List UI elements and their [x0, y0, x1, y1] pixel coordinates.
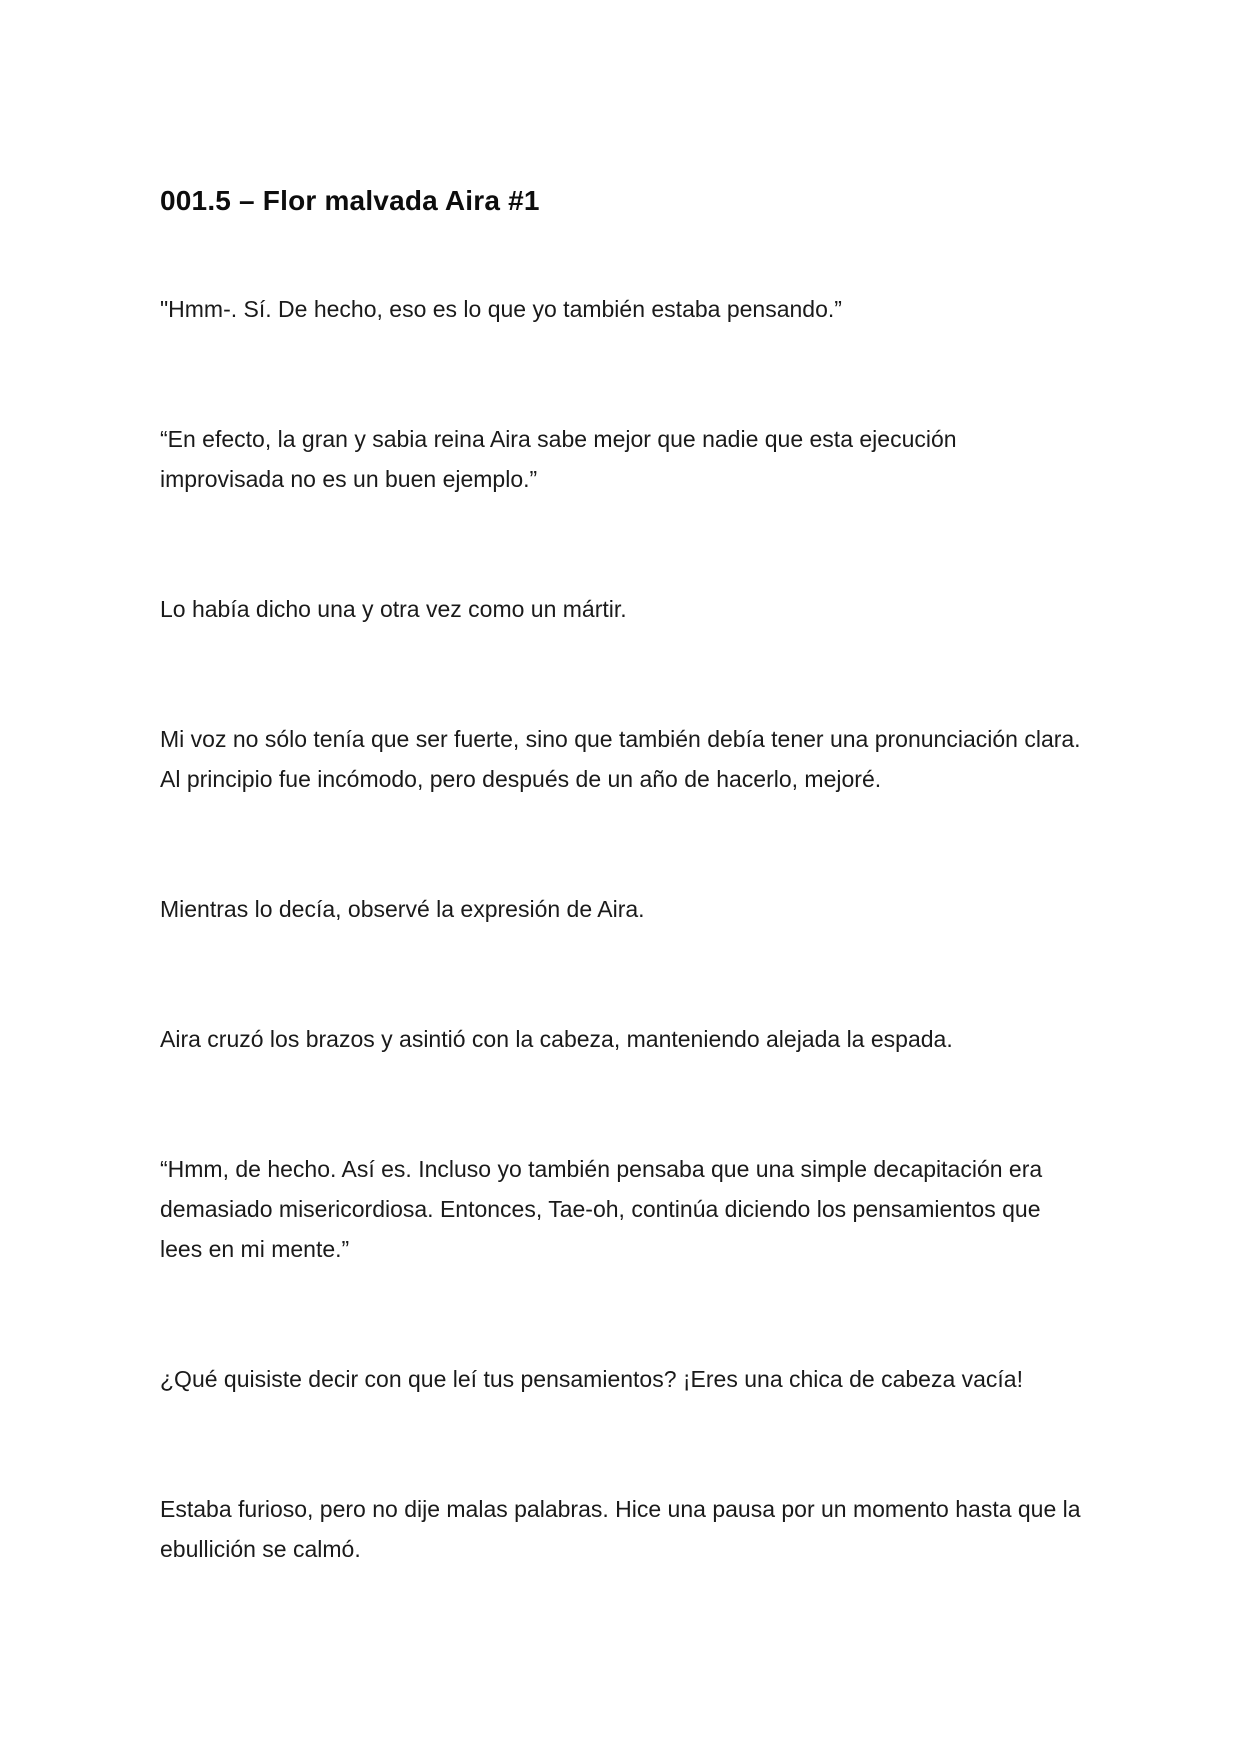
- paragraph-8: ¿Qué quisiste decir con que leí tus pensamientos? ¡Eres una chica de cabeza vacía!: [160, 1366, 1023, 1392]
- paragraph-3: Lo había dicho una y otra vez como un mártir.: [160, 596, 627, 622]
- paragraph-4: Mi voz no sólo tenía que ser fuerte, sino que también debía tener una pronunciación clara. Al principio fue incómodo, pero después de un año de hacerlo, mejoré.: [160, 726, 1081, 792]
- paragraph-6: Aira cruzó los brazos y asintió con la cabeza, manteniendo alejada la espada.: [160, 1026, 953, 1052]
- page-title: 001.5 – Flor malvada Aira #1: [160, 185, 540, 216]
- paragraph-9: Estaba furioso, pero no dije malas palabras. Hice una pausa por un momento hasta que la ebullición se calmó.: [160, 1496, 1081, 1562]
- paragraph-1: "Hmm-. Sí. De hecho, eso es lo que yo también estaba pensando.”: [160, 296, 842, 322]
- paragraph-5: Mientras lo decía, observé la expresión de Aira.: [160, 896, 645, 922]
- paragraph-2: “En efecto, la gran y sabia reina Aira sabe mejor que nadie que esta ejecución improvisada no es un buen ejemplo.”: [160, 426, 957, 492]
- paragraph-7: “Hmm, de hecho. Así es. Incluso yo también pensaba que una simple decapitación era demasiado misericordiosa. Entonces, Tae-oh, continúa diciendo los pensamientos que lees en mi mente.”: [160, 1156, 1043, 1262]
